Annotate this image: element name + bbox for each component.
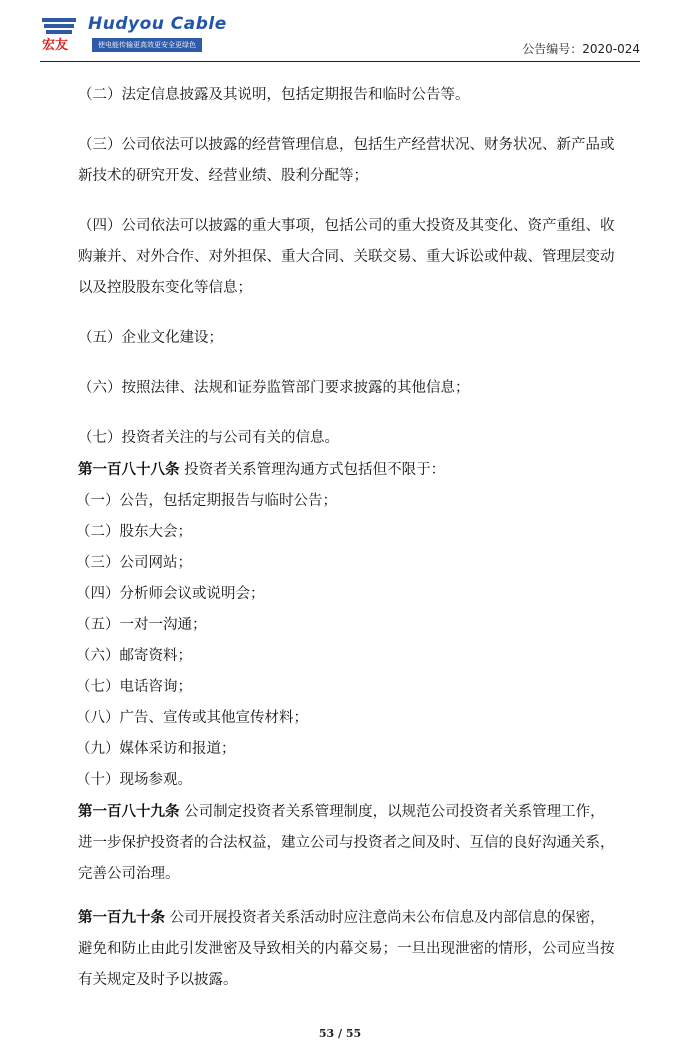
- announcement-number: 公告编号：2020-024: [522, 42, 640, 56]
- article-190: [78, 902, 618, 996]
- brand-slogan: 使电能传输更高效更安全更绿色: [92, 38, 202, 52]
- item-paragraph: （二）法定信息披露及其说明，包括定期报告和临时公告等。: [78, 87, 470, 103]
- document-body: [78, 80, 618, 996]
- article-text: 公司制定投资者关系管理制度，以规范公司投资者关系管理工作，进一步保护投资者的合法权益，建立公司与投资者之间及时、互信的良好沟通关系，完善公司治理。: [78, 804, 615, 882]
- item-paragraph: （三）公司依法可以披露的经营管理信息，包括生产经营状况、财务状况、新产品或新技术的研究开发、经营业绩、股利分配等；: [78, 137, 615, 184]
- header-rule: [40, 61, 640, 62]
- item-paragraph: （六）按照法律、法规和证券监管部门要求披露的其他信息；: [78, 380, 470, 396]
- page-number: 53 / 55: [318, 1027, 362, 1040]
- item-paragraph: （五）企业文化建设；: [78, 330, 223, 346]
- article-title: 第一百八十九条: [78, 803, 180, 820]
- article-title: 第一百八十八条: [78, 461, 180, 478]
- brand-name: Hudyou Cable: [88, 14, 227, 34]
- item-paragraph: （七）投资者关注的与公司有关的信息。: [78, 430, 339, 446]
- company-logo: [40, 14, 227, 54]
- list-item: （七）电话咨询；: [76, 679, 192, 695]
- channel-list: [78, 486, 618, 796]
- item-paragraph: （四）公司依法可以披露的重大事项，包括公司的重大投资及其变化、资产重组、收购兼并、对外合作、对外担保、重大合同、关联交易、重大诉讼或仲裁、管理层变动以及控股股东变化等信息；: [78, 218, 615, 296]
- list-item: （十）现场参观。: [76, 772, 192, 788]
- list-item: （五）一对一沟通；: [76, 617, 207, 633]
- article-text: 投资者关系管理沟通方式包括但不限于：: [179, 462, 446, 478]
- list-item: （八）广告、宣传或其他宣传材料；: [76, 710, 308, 726]
- company-logo-mark-icon: [40, 16, 80, 52]
- list-item: （六）邮寄资料；: [76, 648, 192, 664]
- article-188: [78, 454, 618, 486]
- list-item: （四）分析师会议或说明会；: [76, 586, 265, 602]
- article-189: [78, 796, 618, 890]
- svg-text:宏友: 宏友: [42, 38, 69, 52]
- article-text: 公司开展投资者关系活动时应注意尚未公布信息及内部信息的保密，避免和防止由此引发泄密及导致相关的内幕交易；一旦出现泄密的情形，公司应当按有关规定及时予以披露。: [78, 910, 615, 988]
- page-header: [40, 14, 640, 60]
- list-item: （一）公告，包括定期报告与临时公告；: [76, 493, 337, 509]
- article-title: 第一百九十条: [78, 909, 165, 926]
- list-item: （二）股东大会；: [76, 524, 192, 540]
- list-item: （三）公司网站；: [76, 555, 192, 571]
- list-item: （九）媒体采访和报道；: [76, 741, 236, 757]
